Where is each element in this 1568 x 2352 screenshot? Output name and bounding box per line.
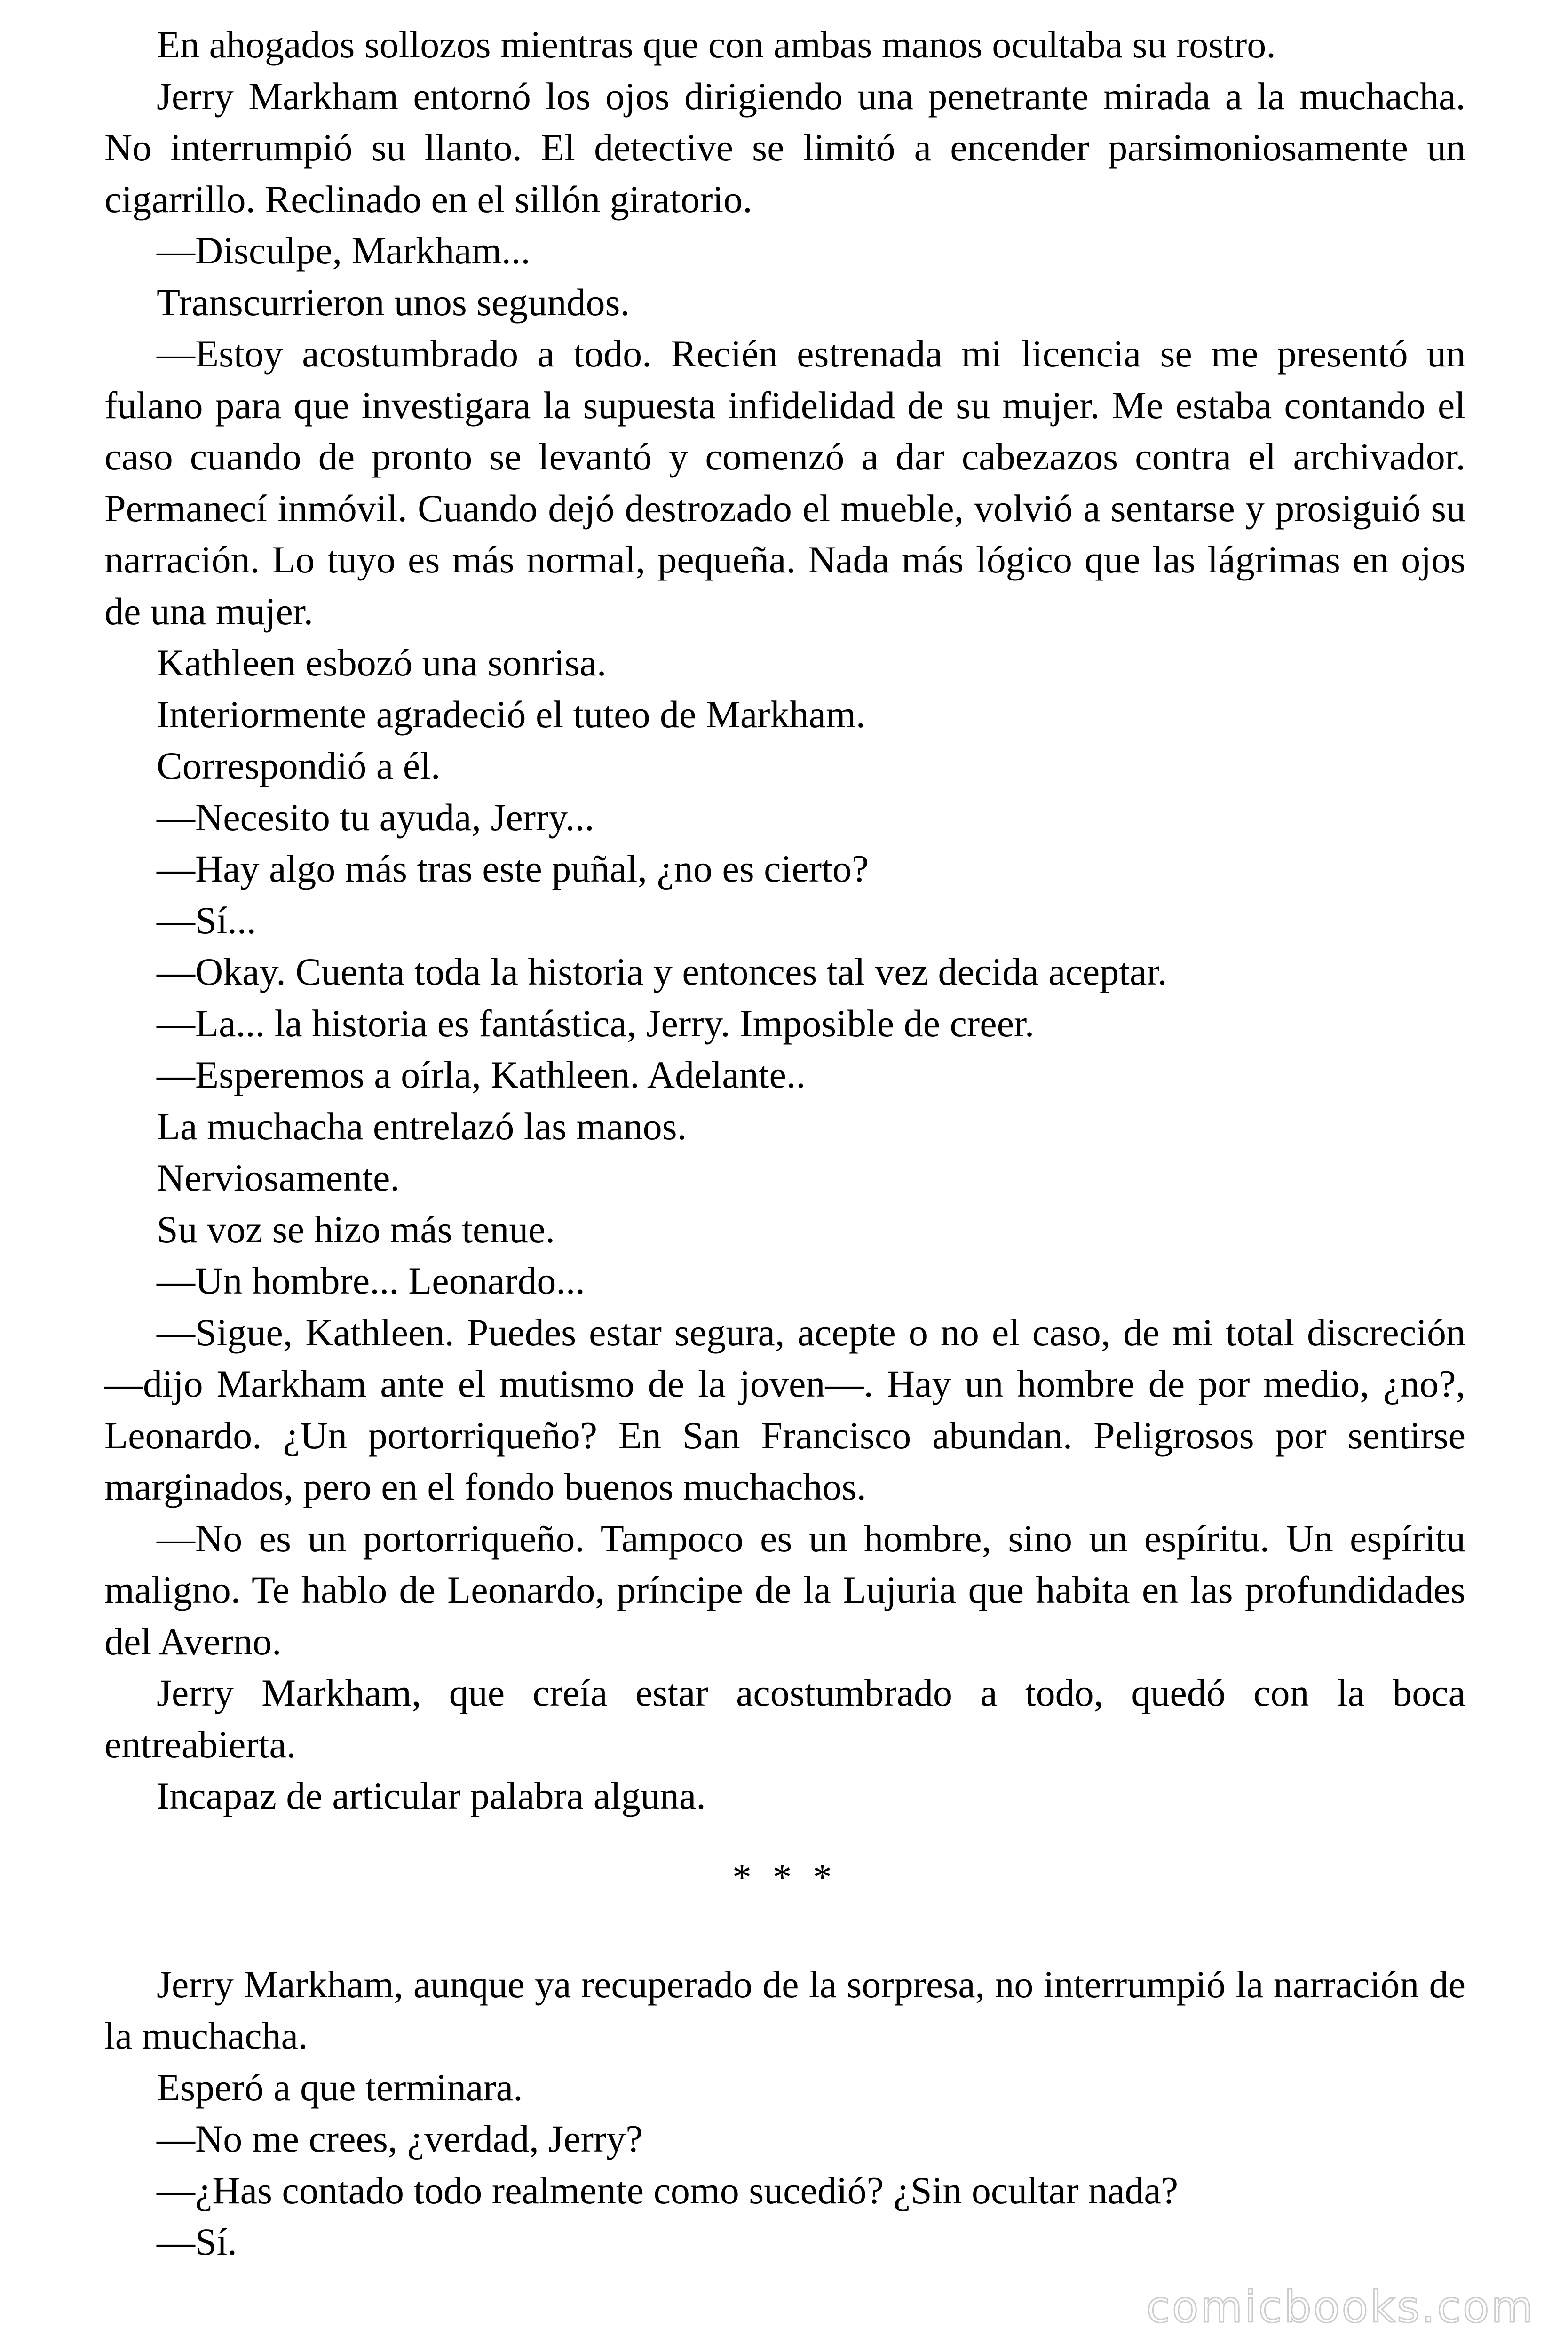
paragraph: —Sí.: [157, 2220, 237, 2263]
paragraph: —Sí...: [157, 898, 256, 942]
paragraph: —Un hombre... Leonardo...: [157, 1259, 585, 1302]
text-block-top: [104, 19, 1465, 1822]
paragraph: Interiormente agradeció el tuteo de Markham.: [157, 692, 866, 736]
paragraph: Kathleen esbozó una sonrisa.: [157, 641, 607, 684]
paragraph: Jerry Markham entornó los ojos dirigiendo una penetrante mirada a la muchacha. No interrumpió su llanto. El detective se limitó a encender parsimoniosamente un cigarrillo. Reclinado en el sillón giratorio.: [104, 74, 1465, 221]
paragraph: Correspondió a él.: [157, 744, 441, 787]
paragraph: Jerry Markham, que creía estar acostumbrado a todo, quedó con la boca entreabierta.: [104, 1671, 1465, 1766]
paragraph: —¿Has contado todo realmente como sucedió? ¿Sin ocultar nada?: [157, 2169, 1179, 2212]
paragraph: —Estoy acostumbrado a todo. Recién estrenada mi licencia se me presentó un fulano para que investigara la supuesta infidelidad de su mujer. Me estaba contando el caso cuando de pronto se levantó y comenzó a dar cabezazos contra el archivador. Permanecí inmóvil. Cuando dejó destrozado el mueble, volvió a sentarse y prosiguió su narración. Lo tuyo es más normal, pequeña. Nada más lógico que las lágrimas en ojos de una mujer.: [104, 332, 1465, 633]
paragraph: —Esperemos a oírla, Kathleen. Adelante..: [157, 1053, 806, 1096]
watermark: comicbooks.com: [1146, 2282, 1535, 2332]
text-block-bottom: [104, 1959, 1465, 2268]
paragraph: Jerry Markham, aunque ya recuperado de la sorpresa, no interrumpió la narración de la muchacha.: [104, 1963, 1465, 2057]
paragraph: —Disculpe, Markham...: [157, 229, 531, 272]
paragraph: —No es un portorriqueño. Tampoco es un hombre, sino un espíritu. Un espíritu maligno. Te hablo de Leonardo, príncipe de la Lujuria que habita en las profundidades del Averno.: [104, 1517, 1465, 1663]
paragraph: Esperó a que terminara.: [157, 2066, 523, 2109]
paragraph: La muchacha entrelazó las manos.: [157, 1104, 687, 1148]
paragraph: —La... la historia es fantástica, Jerry. Imposible de creer.: [157, 1001, 1035, 1045]
paragraph: —Hay algo más tras este puñal, ¿no es cierto?: [157, 847, 869, 890]
paragraph: Incapaz de articular palabra alguna.: [157, 1774, 706, 1817]
paragraph: Transcurrieron unos segundos.: [157, 280, 630, 324]
scene-separator: * * *: [732, 1855, 838, 1899]
paragraph: Nerviosamente.: [157, 1156, 400, 1199]
paragraph: —Sigue, Kathleen. Puedes estar segura, acepte o no el caso, de mi total discreción —dijo Markham ante el mutismo de la joven—. Hay un hombre de por medio, ¿no?, Leonardo. ¿Un portorriqueño? En San Francisco abundan. Peligrosos por sentirse marginados, pero en el fondo buenos muchachos.: [104, 1311, 1465, 1508]
paragraph: —Necesito tu ayuda, Jerry...: [157, 795, 594, 839]
paragraph: En ahogados sollozos mientras que con ambas manos ocultaba su rostro.: [157, 23, 1276, 66]
paragraph: —Okay. Cuenta toda la historia y entonces tal vez decida aceptar.: [157, 950, 1167, 993]
paragraph: Su voz se hizo más tenue.: [157, 1208, 555, 1251]
paragraph: —No me crees, ¿verdad, Jerry?: [157, 2117, 643, 2160]
book-page: [104, 19, 1465, 2268]
